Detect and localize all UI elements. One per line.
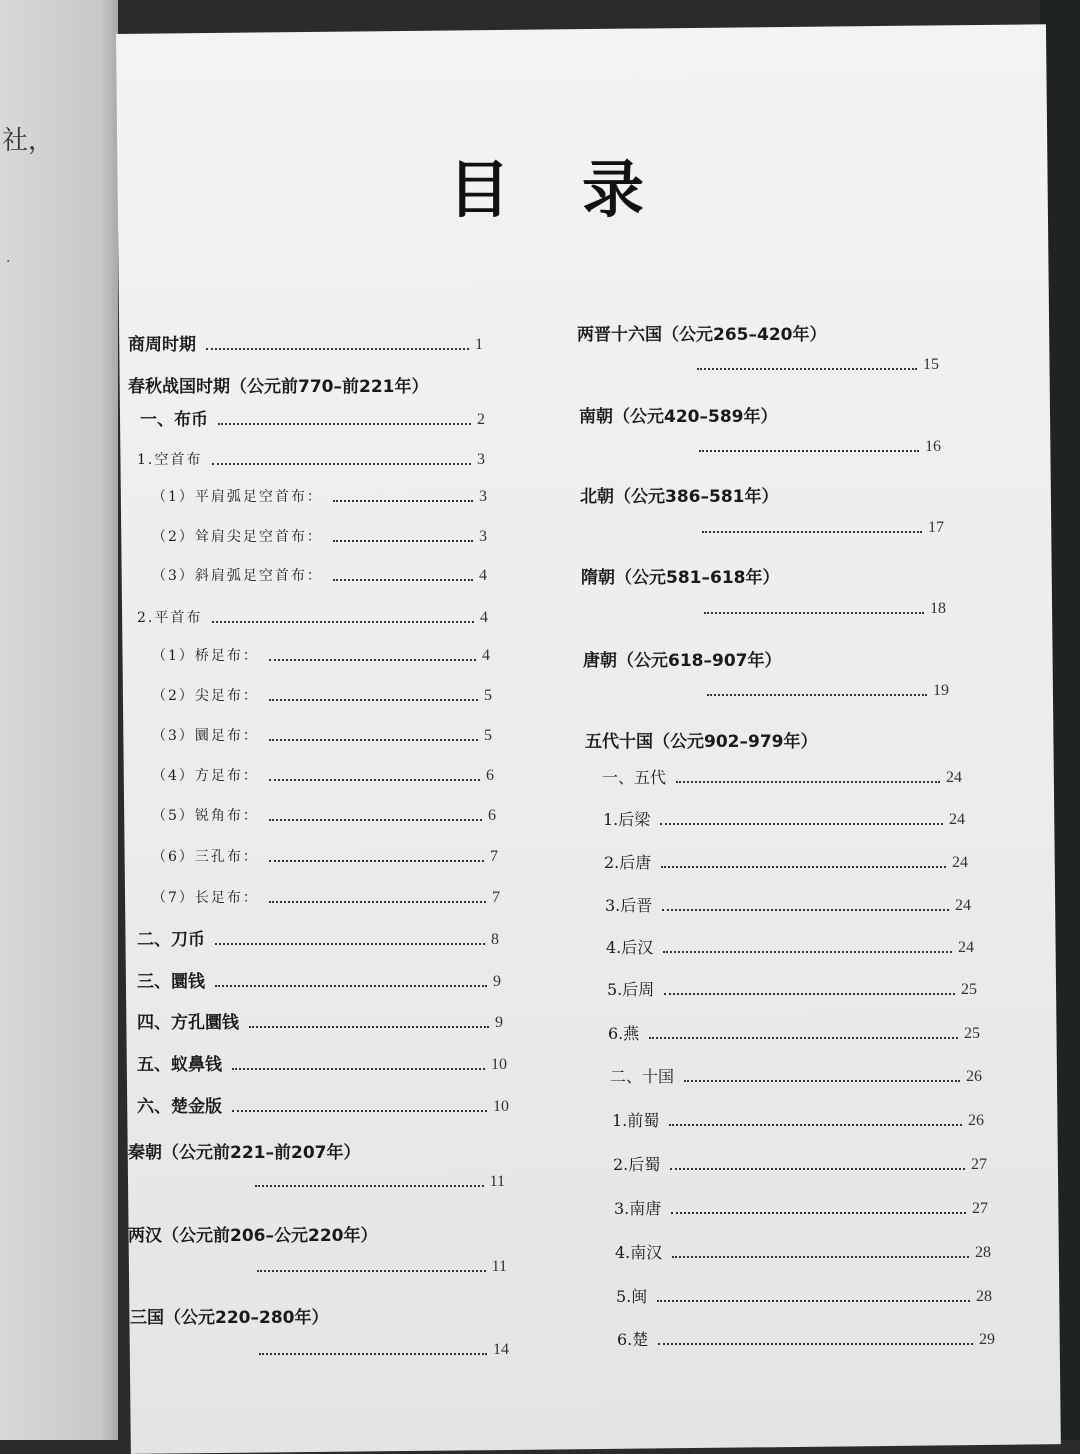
toc-entry (604, 853, 968, 873)
dot-leader (671, 1212, 966, 1214)
entry-label: 1.前蜀 (612, 1111, 660, 1130)
entry-label: 一、布币 (140, 410, 208, 430)
toc-entry (140, 410, 485, 430)
toc-entry (608, 1024, 980, 1044)
entry-label: 6.燕 (608, 1024, 640, 1043)
toc-entry (613, 1155, 987, 1175)
dot-leader (333, 579, 473, 581)
dot-leader (702, 531, 922, 533)
dot-leader (269, 901, 486, 903)
entry-label: 5.后周 (607, 980, 655, 999)
toc-entry (137, 1013, 503, 1033)
toc-entry-heading: 三国（公元220–280年） (130, 1308, 329, 1328)
dot-leader (269, 860, 484, 862)
entry-label: 1.空首布 (137, 452, 203, 468)
page-number: 25 (961, 981, 977, 998)
dot-leader (206, 348, 469, 350)
facing-page-dot: . (6, 250, 11, 266)
page-number: 5 (484, 727, 492, 744)
entry-label: （2）尖足布： (152, 688, 259, 704)
entry-label: 4.后汉 (606, 938, 654, 957)
toc-entry (616, 1287, 992, 1307)
page-number: 24 (946, 769, 962, 786)
dot-leader (649, 1037, 958, 1039)
page-number: 1 (475, 336, 483, 353)
toc-entry (137, 972, 501, 992)
toc-entry-heading: 隋朝（公元581–618年） (581, 568, 780, 588)
toc-entry-heading: 北朝（公元386–581年） (580, 487, 779, 507)
page-number: 4 (480, 609, 488, 626)
page-number: 6 (488, 807, 496, 824)
entry-label: 2.后蜀 (613, 1155, 661, 1174)
page-number: 29 (979, 1331, 995, 1348)
toc-entry (152, 766, 494, 786)
page-number: 24 (958, 939, 974, 956)
page-number: 10 (493, 1098, 509, 1115)
dot-leader (215, 943, 485, 945)
dot-leader (269, 699, 478, 701)
toc-entry-leader-row (699, 437, 941, 457)
toc-entry-heading: 两汉（公元前206–公元220年） (128, 1226, 378, 1246)
toc-entry-leader-row (259, 1340, 509, 1360)
page-number: 28 (976, 1288, 992, 1305)
entry-label: 四、方孔圜钱 (137, 1013, 239, 1033)
dot-leader (232, 1068, 485, 1070)
dot-leader (669, 1124, 962, 1126)
dot-leader (259, 1353, 487, 1355)
page-number: 28 (975, 1244, 991, 1261)
entry-label: 商周时期 (128, 335, 196, 355)
entry-label: 3.南唐 (614, 1199, 662, 1218)
page-number: 14 (493, 1341, 509, 1358)
dot-leader (704, 612, 924, 614)
page-number: 18 (930, 600, 946, 617)
toc-entry-heading: 秦朝（公元前221–前207年） (128, 1143, 361, 1163)
toc-entry-leader-row (704, 599, 946, 619)
dot-leader (269, 659, 476, 661)
toc-entry-leader-row (702, 518, 944, 538)
dot-leader (269, 739, 478, 741)
toc-entry (137, 930, 499, 950)
dot-leader (212, 621, 474, 623)
dot-leader (255, 1185, 484, 1187)
dot-leader (672, 1256, 969, 1258)
entry-label: （3）斜肩弧足空首布： (152, 568, 323, 584)
toc-entry (152, 646, 490, 666)
dot-leader (661, 866, 946, 868)
entry-label: （5）锐角布： (152, 808, 259, 824)
page-number: 7 (490, 848, 498, 865)
toc-entry (137, 450, 485, 470)
dot-leader (707, 694, 927, 696)
dot-leader (257, 1270, 486, 1272)
entry-label: （3）圜足布： (152, 728, 259, 744)
toc-entry (602, 768, 962, 788)
entry-label: 1.后梁 (603, 810, 651, 829)
entry-label: 三、圜钱 (137, 972, 205, 992)
entry-label: （4）方足布： (152, 768, 259, 784)
toc-entry (614, 1199, 988, 1219)
dot-leader (684, 1080, 960, 1082)
page-number: 19 (933, 682, 949, 699)
toc-entry (152, 726, 492, 746)
page-number: 3 (479, 488, 487, 505)
toc-section-heading: 五代十国（公元902–979年） (585, 732, 818, 752)
page-number: 26 (966, 1068, 982, 1085)
entry-label: （1）桥足布： (152, 648, 259, 664)
dot-leader (662, 909, 949, 911)
dot-leader (269, 819, 482, 821)
dot-leader (658, 1343, 973, 1345)
dot-leader (663, 951, 952, 953)
entry-label: 4.南汉 (615, 1243, 663, 1262)
toc-entry (606, 938, 974, 958)
dot-leader (215, 985, 487, 987)
page-number: 3 (477, 451, 485, 468)
entry-label: 二、刀币 (137, 930, 205, 950)
page-number: 8 (491, 931, 499, 948)
entry-label: 六、楚金版 (137, 1097, 222, 1117)
page-number: 10 (491, 1056, 507, 1073)
toc-entry (137, 1097, 509, 1117)
toc-entry-leader-row (255, 1172, 505, 1192)
page-number: 17 (928, 519, 944, 536)
page-number: 6 (486, 767, 494, 784)
page-number: 4 (479, 567, 487, 584)
page-number: 26 (968, 1112, 984, 1129)
entry-label: 二、十国 (610, 1067, 675, 1086)
toc-entry-leader-row (697, 355, 939, 375)
dot-leader (249, 1026, 489, 1028)
dot-leader (269, 779, 480, 781)
toc-entry (152, 888, 500, 908)
toc-entry (610, 1067, 982, 1087)
page-number: 2 (477, 411, 485, 428)
page-number: 3 (479, 528, 487, 545)
toc-entry (607, 980, 977, 1000)
dot-leader (333, 540, 473, 542)
entry-label: （7）长足布： (152, 890, 259, 906)
dot-leader (212, 463, 471, 465)
toc-entry (152, 806, 496, 826)
dot-leader (697, 368, 917, 370)
entry-label: （1）平肩弧足空首布： (152, 489, 323, 505)
page-number: 5 (484, 687, 492, 704)
entry-label: （2）耸肩尖足空首布： (152, 529, 323, 545)
page-number: 15 (923, 356, 939, 373)
facing-page-text: 社， (2, 126, 55, 156)
toc-entry (152, 847, 498, 867)
toc-entry (137, 1055, 507, 1075)
dot-leader (676, 781, 940, 783)
page-number: 24 (952, 854, 968, 871)
entry-label: 6.楚 (617, 1330, 649, 1349)
facing-page (0, 0, 118, 1440)
page-number: 9 (495, 1014, 503, 1031)
toc-entry (605, 896, 971, 916)
page-number: 27 (971, 1156, 987, 1173)
dot-leader (664, 993, 955, 995)
toc-entry (152, 487, 487, 507)
page-number: 11 (491, 1258, 507, 1275)
entry-label: 一、五代 (602, 768, 667, 787)
page-number: 24 (955, 897, 971, 914)
page-number: 16 (925, 438, 941, 455)
toc-entry (603, 810, 965, 830)
entry-label: 五、蚁鼻钱 (137, 1055, 222, 1075)
entry-label: 3.后晋 (605, 896, 653, 915)
entry-label: 5.闽 (616, 1287, 648, 1306)
toc-section-heading: 春秋战国时期（公元前770–前221年） (128, 377, 429, 397)
toc-entry-leader-row (257, 1257, 507, 1277)
page-number: 7 (492, 889, 500, 906)
page-number: 25 (964, 1025, 980, 1042)
page-number: 24 (949, 811, 965, 828)
dot-leader (670, 1168, 965, 1170)
toc-entry (152, 527, 487, 547)
entry-label: 2.平首布 (137, 610, 203, 626)
page-number: 11 (489, 1173, 505, 1190)
dot-leader (660, 823, 943, 825)
toc-entry-heading: 南朝（公元420–589年） (579, 407, 778, 427)
page-title: 目录 (448, 153, 717, 226)
dot-leader (218, 423, 471, 425)
dot-leader (232, 1110, 487, 1112)
dot-leader (657, 1300, 970, 1302)
toc-entry (152, 686, 492, 706)
dot-leader (699, 450, 919, 452)
entry-label: 2.后唐 (604, 853, 652, 872)
toc-entry-heading: 两晋十六国（公元265–420年） (577, 325, 827, 345)
toc-entry-leader-row (707, 681, 949, 701)
toc-entry (615, 1243, 991, 1263)
toc-entry-heading: 唐朝（公元618–907年） (583, 651, 782, 671)
toc-entry (617, 1330, 995, 1350)
toc-entry (128, 335, 483, 355)
toc-entry (152, 566, 487, 586)
entry-label: （6）三孔布： (152, 849, 259, 865)
toc-entry (137, 608, 488, 628)
dot-leader (333, 500, 473, 502)
toc-entry (612, 1111, 984, 1131)
page-number: 4 (482, 647, 490, 664)
page-number: 27 (972, 1200, 988, 1217)
page-number: 9 (493, 973, 501, 990)
